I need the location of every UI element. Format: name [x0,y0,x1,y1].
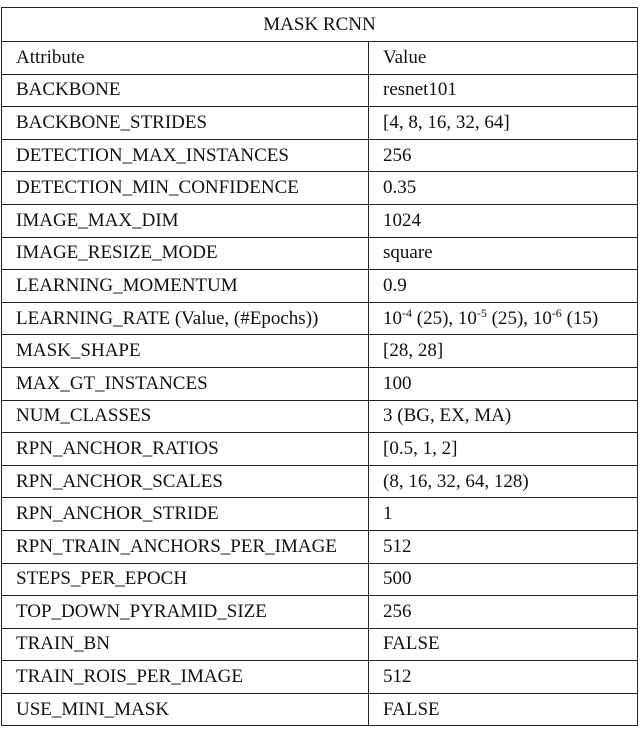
attribute-cell: DETECTION_MAX_INSTANCES [2,139,369,172]
table-row [2,530,638,563]
value-exponent: -4 [402,305,412,320]
attribute-cell: NUM_CLASSES [2,400,369,433]
table-row [2,498,638,531]
value-cell: [4, 8, 16, 32, 64] [369,107,638,140]
attribute-cell: TRAIN_ROIS_PER_IMAGE [2,661,369,694]
table-row [2,270,638,303]
table-title-row [2,8,638,42]
value-cell: 0.9 [369,270,638,303]
attribute-cell: BACKBONE [2,74,369,107]
value-tail: (25), [412,307,458,329]
value-base: 10 [532,307,552,329]
table-row [2,335,638,368]
table-row [2,139,638,172]
value-tail: (15) [561,307,599,329]
value-cell: 256 [369,139,638,172]
table-row [2,204,638,237]
table-row [2,465,638,498]
attribute-cell: USE_MINI_MASK [2,693,369,726]
table-row [2,237,638,270]
value-cell: [28, 28] [369,335,638,368]
attribute-cell: MASK_SHAPE [2,335,369,368]
table-row [2,400,638,433]
value-cell: FALSE [369,693,638,726]
value-cell: resnet101 [369,74,638,107]
attribute-cell: RPN_ANCHOR_STRIDE [2,498,369,531]
value-exponent: -5 [476,305,487,320]
attribute-cell: DETECTION_MIN_CONFIDENCE [2,172,369,205]
table-title: MASK RCNN [2,8,638,42]
attribute-cell: MAX_GT_INSTANCES [2,367,369,400]
attribute-cell: IMAGE_MAX_DIM [2,204,369,237]
value-cell: 1024 [369,204,638,237]
value-base: 10 [457,307,477,329]
attribute-cell: STEPS_PER_EPOCH [2,563,369,596]
table-row [2,107,638,140]
attribute-header: Attribute [2,42,369,75]
attribute-cell: LEARNING_MOMENTUM [2,270,369,303]
table-header-row [2,42,638,75]
value-cell: 100 [369,367,638,400]
value-cell: 3 (BG, EX, MA) [369,400,638,433]
table-row [2,563,638,596]
value-cell: square [369,237,638,270]
attribute-cell: RPN_ANCHOR_SCALES [2,465,369,498]
table-row [2,367,638,400]
attribute-cell: RPN_ANCHOR_RATIOS [2,433,369,466]
value-cell: 512 [369,530,638,563]
table-container [1,7,637,726]
table-row [2,628,638,661]
value-cell: FALSE [369,628,638,661]
value-tail: (25), [486,307,533,329]
attribute-cell: LEARNING_RATE (Value, (#Epochs)) [2,302,369,335]
table-row [2,661,638,694]
value-cell: 512 [369,661,638,694]
value-cell: 1 [369,498,638,531]
value-base: 10 [383,307,402,329]
attribute-cell: RPN_TRAIN_ANCHORS_PER_IMAGE [2,530,369,563]
value-header: Value [369,42,638,75]
table-row [2,596,638,629]
config-table [1,7,638,726]
attribute-cell: BACKBONE_STRIDES [2,107,369,140]
value-cell [369,302,638,335]
table-row [2,433,638,466]
value-cell: (8, 16, 32, 64, 128) [369,465,638,498]
table-row [2,302,638,335]
table-row [2,693,638,726]
attribute-cell: TRAIN_BN [2,628,369,661]
attribute-cell: IMAGE_RESIZE_MODE [2,237,369,270]
attribute-cell: TOP_DOWN_PYRAMID_SIZE [2,596,369,629]
value-cell: [0.5, 1, 2] [369,433,638,466]
value-exponent: -6 [551,305,562,320]
value-cell: 500 [369,563,638,596]
value-cell: 0.35 [369,172,638,205]
table-row [2,172,638,205]
value-cell: 256 [369,596,638,629]
table-row [2,74,638,107]
